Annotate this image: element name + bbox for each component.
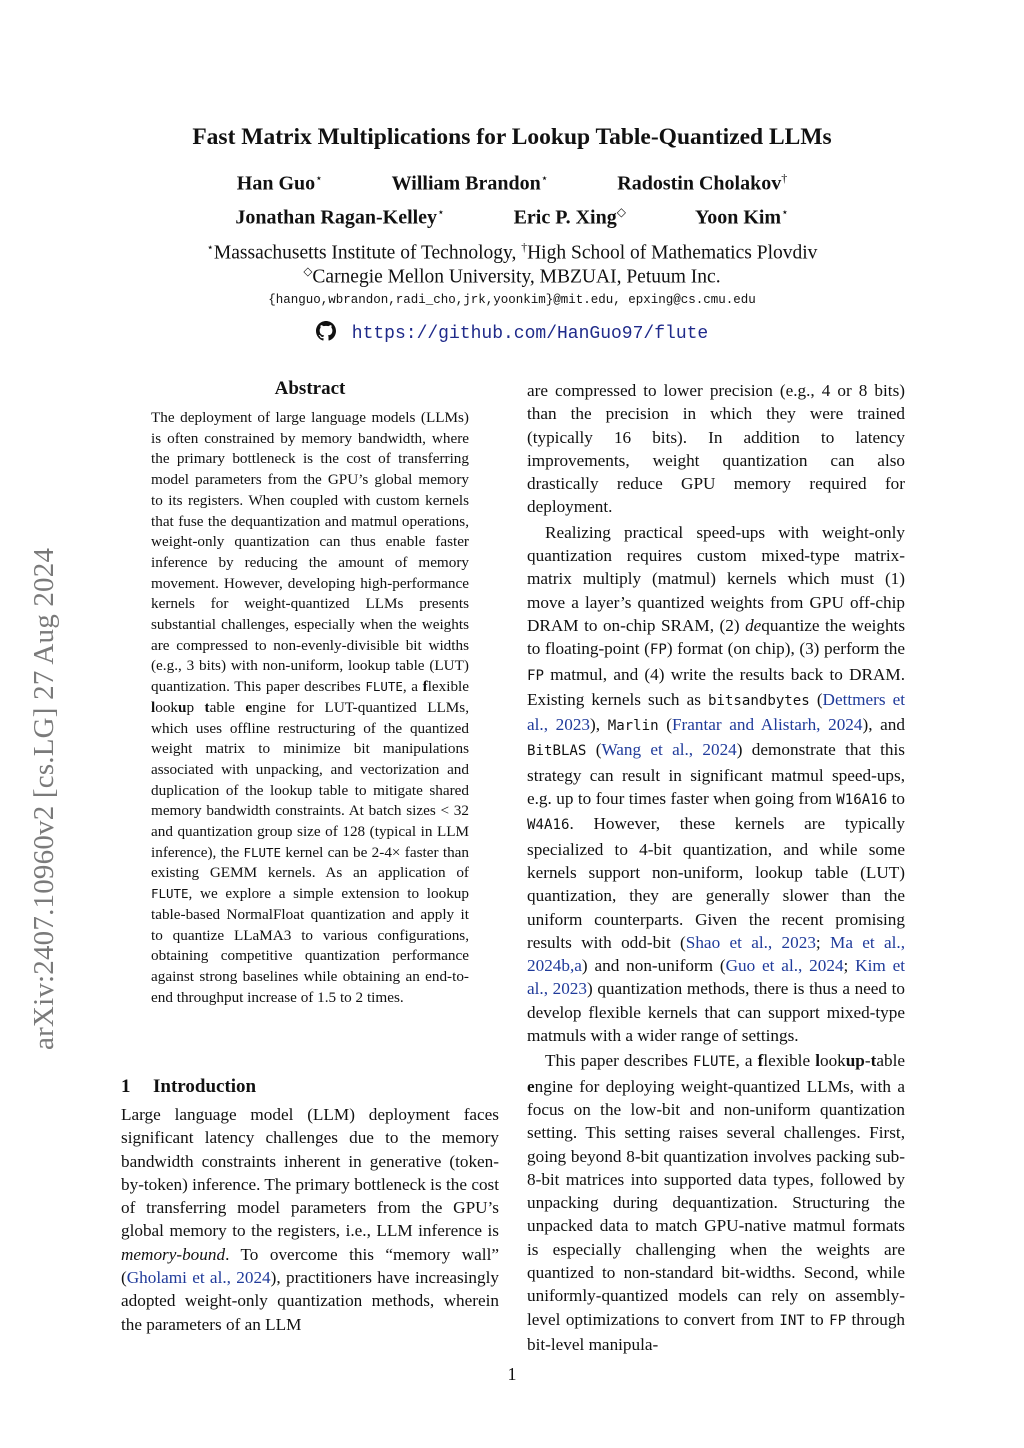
author: Radostin Cholakov†: [617, 171, 788, 195]
author: Han Guo⋆: [236, 171, 323, 195]
citation-link[interactable]: Frantar and Alistarh, 2024: [672, 715, 863, 735]
github-link-row: [0, 321, 1024, 344]
paragraph: This paper describes FLUTE, a flexible lookup-table engine for deploying weight-quantized LLMs, with a focus on the low-bit and non-uniform quantization setting. This setting raises several challenges. First, going beyond 8-bit quantization involves packing sub-8-bit matrices into supported data types, followed by unpacking during dequantization. Structuring the unpacked data to match GPU-native matmul formats is especially challenging when the weights are quantized to non-standard bit-widths. Second, while uniformly-quantized models can rely on assembly-level optimizations to convert from INT to FP through bit-level manipula-: [527, 1051, 906, 1354]
intro-paragraph: Large language model (LLM) deployment faces significant latency challenges due to the memory bandwidth constraints inherent in generative (token-by-token) inference. The primary bottleneck is the cost of transferring model parameters from the GPU’s global memory to the registers, i.e., LLM inference is memory-bound. To overcome this “memory wall” (Gholami et al., 2024), practitioners have increasingly adopted weight-only quantization methods, wherein the parameters of an LLM: [121, 1105, 499, 1334]
author: Jonathan Ragan-Kelley⋆: [235, 205, 445, 229]
citation-link[interactable]: Dettmers et al., 2023: [527, 689, 905, 735]
paper-title: Fast Matrix Multiplications for Lookup Table-Quantized LLMs: [192, 124, 832, 150]
author: Yoon Kim⋆: [694, 205, 789, 229]
arxiv-identifier: arXiv:2407.10960v2 [cs.LG] 27 Aug 2024: [28, 547, 60, 1050]
affiliation-line-1: ⋆Massachusetts Institute of Technology, †High School of Mathematics Plovdiv: [206, 241, 818, 264]
page-number: 1: [507, 1364, 517, 1384]
author-emails: {hanguo,wbrandon,radi_cho,jrk,yoonkim}@mit.edu, epxing@cs.cmu.edu: [268, 293, 756, 307]
citation-link[interactable]: Guo et al., 2024: [725, 956, 844, 976]
citation-link[interactable]: Shao et al., 2023: [685, 932, 816, 952]
citation-link[interactable]: Gholami et al., 2024: [126, 1268, 271, 1288]
abstract-heading: Abstract: [274, 378, 346, 399]
paragraph: are compressed to lower precision (e.g., 4 or 8 bits) than the precision in which they were trained (typically 16 bits). In addition to latency improvements, weight quantization can also drastically reduce GPU memory required for deployment.: [527, 381, 905, 517]
github-link[interactable]: https://github.com/HanGuo97/flute: [351, 324, 709, 344]
github-icon: [316, 321, 336, 341]
paragraph: Realizing practical speed-ups with weight-only quantization requires custom mixed-type matrix-matrix multiply (matmul) kernels which must (1) move a layer’s quantized weights from GPU off-chip DRAM to on-chip SRAM, (2) dequantize the weights to floating-point (FP) format (on chip), (3) perform the FP matmul, and (4) write the results back to DRAM. Existing kernels such as bitsandbytes (Dettmers et al., 2023), Marlin (Frantar and Alistarh, 2024), and BitBLAS (Wang et al., 2024) demonstrate that this strategy can result in significant matmul speed-ups, e.g. up to four times faster when going from W16A16 to W4A16. However, these kernels are typically specialized to 4-bit quantization, and while some kernels support non-uniform, lookup table (LUT) quantization, they are generally slower than the uniform counterparts. Given the recent promising results with odd-bit (Shao et al., 2023; Ma et al., 2024b,a) and non-uniform (Guo et al., 2024; Kim et al., 2023) quantization methods, there is thus a need to develop flexible kernels that can support mixed-type matmuls with a wider range of settings.: [527, 522, 906, 1046]
citation-link[interactable]: Wang et al., 2024: [601, 740, 737, 760]
author-row-1: [0, 171, 1024, 196]
author: William Brandon⋆: [391, 171, 549, 195]
citation-link[interactable]: Ma et al., 2024b,a: [527, 932, 905, 976]
affiliation-line-2: ◇Carnegie Mellon University, MBZUAI, Petuum Inc.: [303, 265, 721, 288]
section-heading: 1 Introduction: [121, 1076, 257, 1097]
abstract-body: The deployment of large language models (LLMs) is often constrained by memory bandwidth, where the primary bottleneck is the cost of transferring model parameters from the GPU’s global memory to its registers. When coupled with custom kernels that fuse the dequantization and matmul operations, weight-only quantization can thus enable faster inference by reducing the amount of memory movement. However, developing high-performance kernels for weight-quantized LLMs presents substantial challenges, especially when the weights are compressed to non-evenly-divisible bit widths (e.g., 3 bits) with non-uniform, lookup table (LUT) quantization. This paper describes FLUTE, a flexible lookup table engine for LUT-quantized LLMs, which uses offline restructuring of the quantized weight matrix to minimize bit manipulations associated with unpacking, and vectorization and duplication of the lookup table to mitigate shared memory bandwidth constraints. At batch sizes < 32 and quantization group size of 128 (typical in LLM inference), the FLUTE kernel can be 2-4× faster than existing GEMM kernels. As an application of FLUTE, we explore a simple extension to lookup table-based NormalFloat quantization and apply it to quantize LLaMA3 to various configurations, obtaining competitive quantization performance against strong baselines while obtaining an end-to-end throughput increase of 1.5 to 2 times.: [151, 409, 470, 1006]
author-row-2: [0, 205, 1024, 230]
right-column: [527, 379, 905, 1356]
author: Eric P. Xing◇: [513, 205, 626, 229]
citation-link[interactable]: Kim et al., 2023: [527, 956, 905, 999]
